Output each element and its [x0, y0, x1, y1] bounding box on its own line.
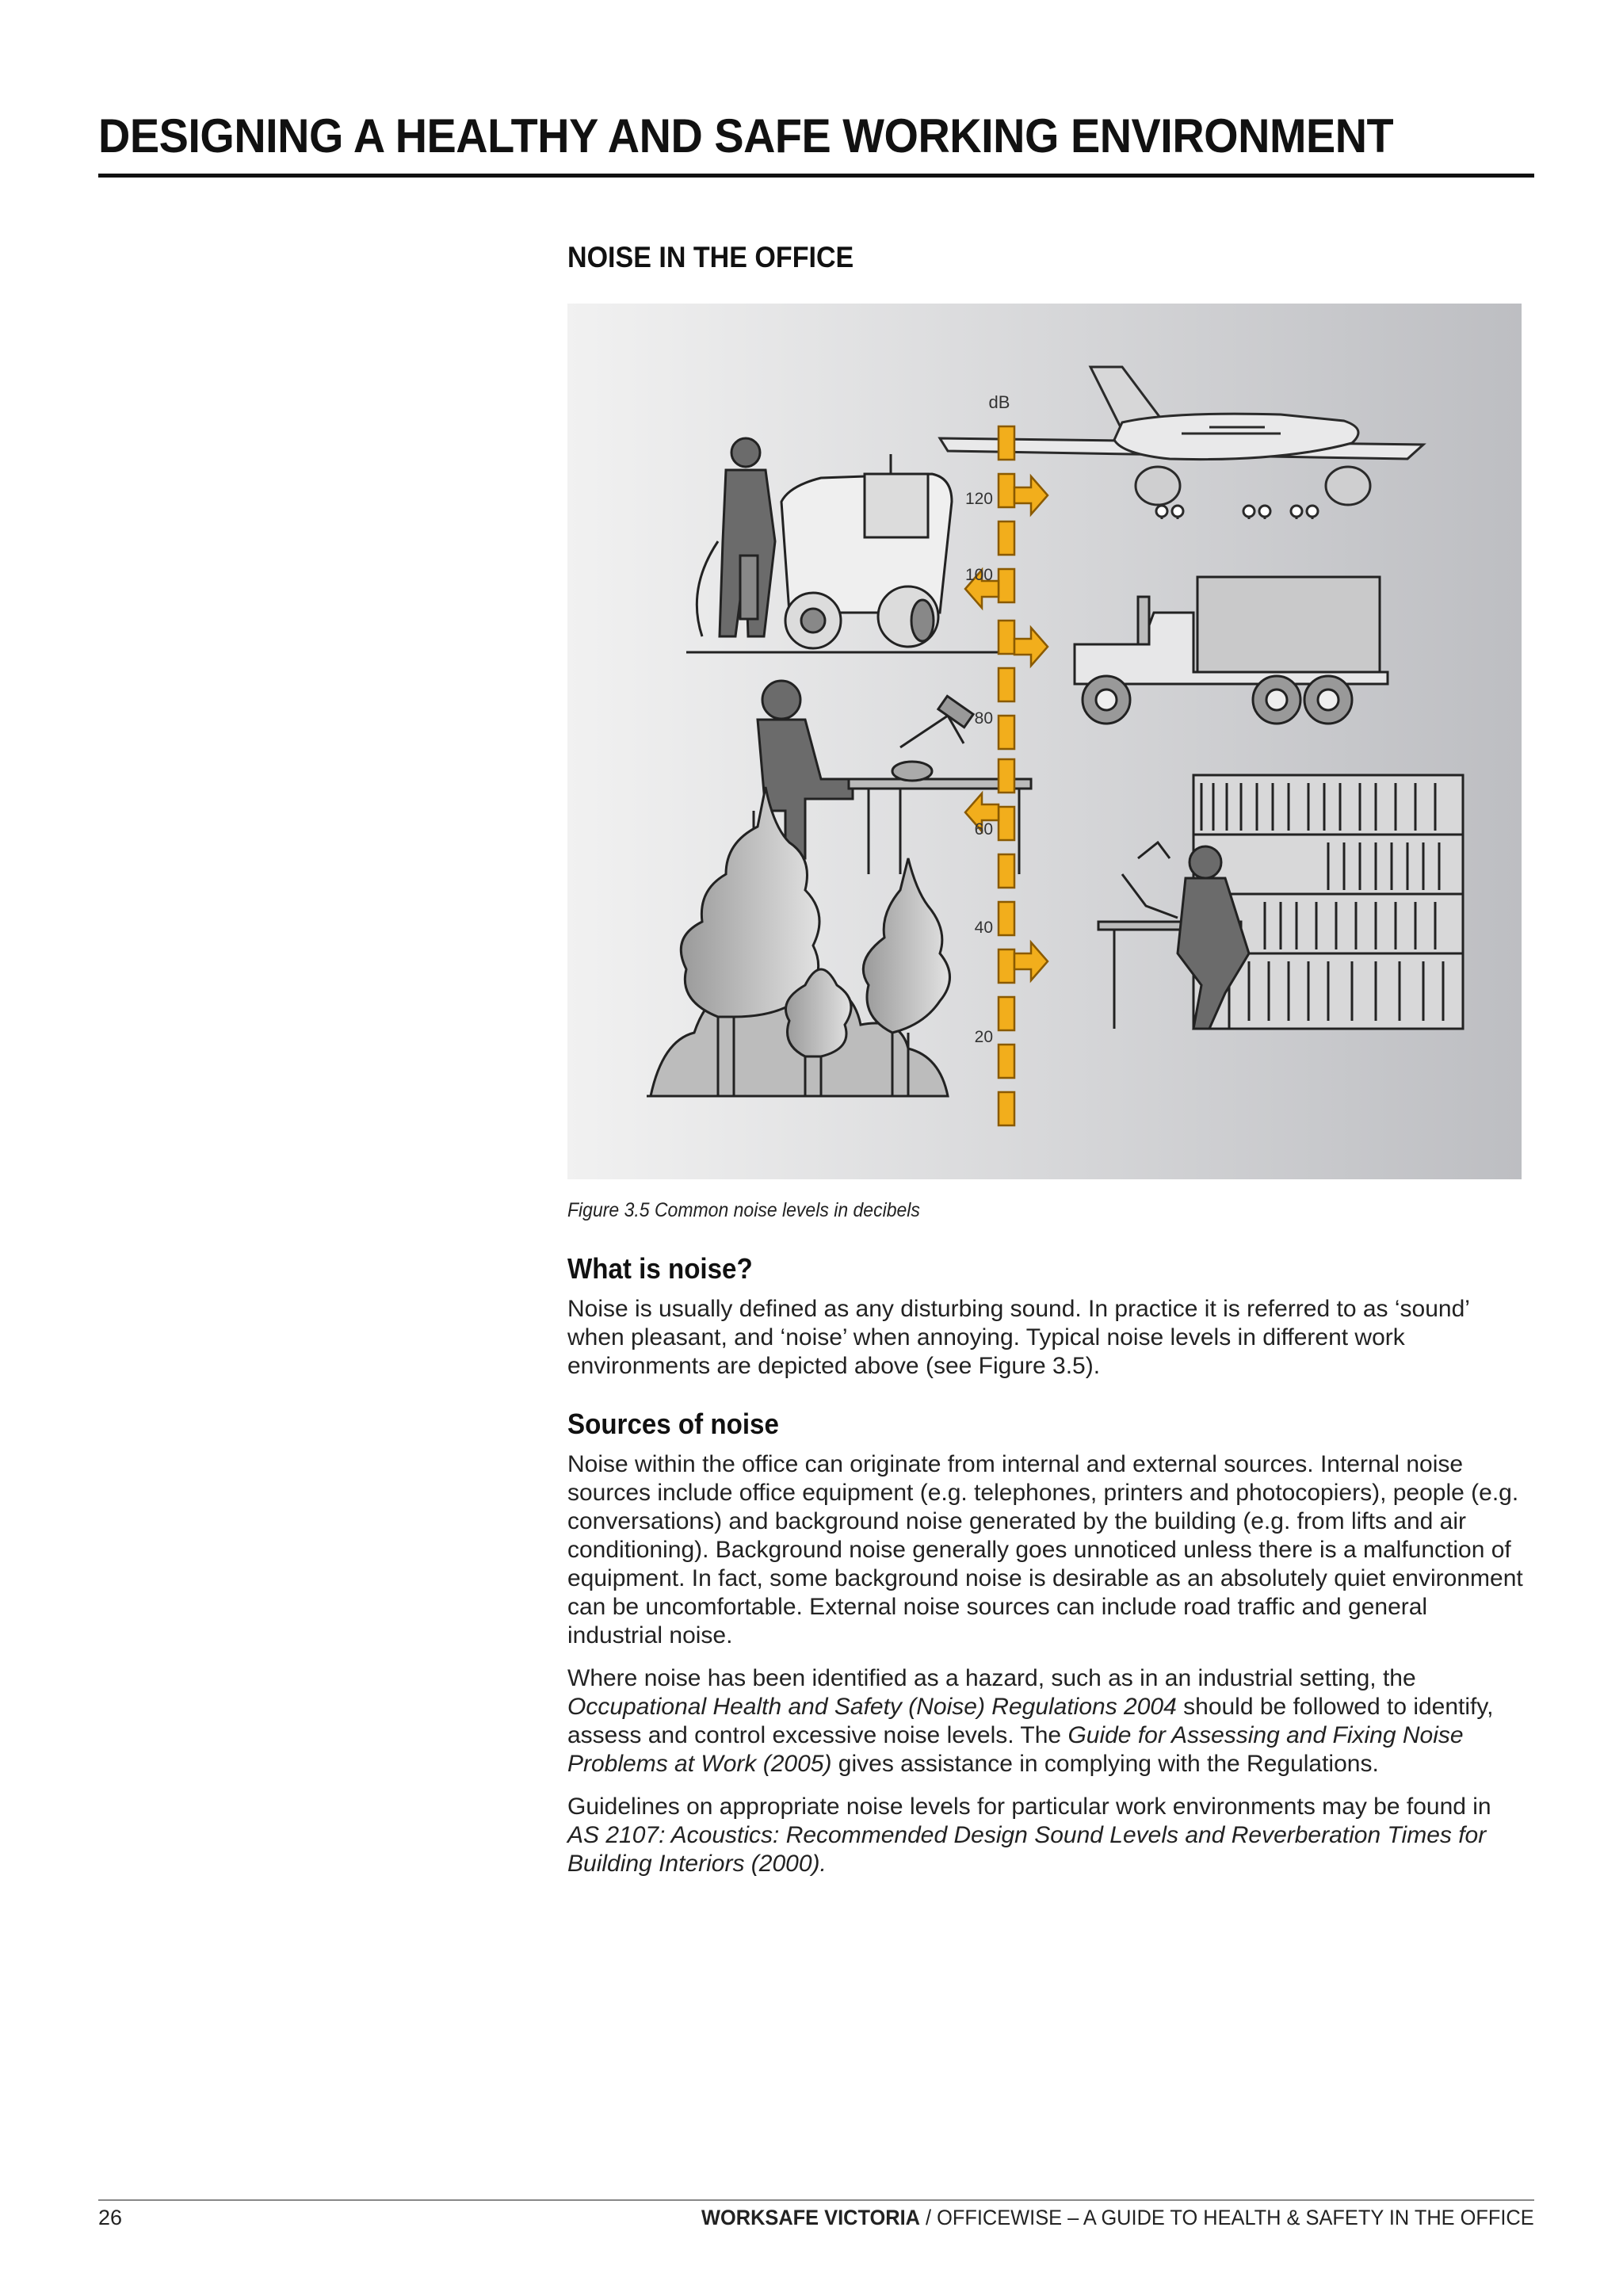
p2-text-e: gives assistance in complying with the Regulations.	[831, 1751, 1379, 1777]
scale-segment	[999, 854, 1014, 888]
decibel-scale-segments	[999, 426, 1014, 1125]
scale-segment	[999, 1045, 1014, 1078]
sources-paragraph-2	[567, 1664, 1528, 1778]
footer-separator: /	[920, 2206, 938, 2229]
sources-of-noise-section	[567, 1408, 1528, 1878]
noise-levels-figure	[567, 304, 1522, 1179]
scale-segment	[999, 521, 1014, 555]
scale-segment	[999, 569, 1014, 602]
footer-org: WORKSAFE VICTORIA	[701, 2206, 921, 2229]
scale-segment	[999, 1092, 1014, 1125]
section-title: NOISE IN THE OFFICE	[567, 241, 854, 273]
footer-rule	[98, 2199, 1534, 2201]
page-number: 26	[98, 2206, 123, 2229]
page-title: DESIGNING A HEALTHY AND SAFE WORKING ENVIRONMENT	[98, 109, 1394, 162]
scale-label-40: 40	[974, 919, 993, 937]
scale-label-80: 80	[974, 709, 993, 728]
footer-publication	[701, 2206, 1534, 2230]
standard-title: AS 2107: Acoustics: Recommended Design Sound Levels and Reverberation Times for Building Interiors (2000).	[567, 1822, 1487, 1877]
footer-guide-title: OFFICEWISE – A GUIDE TO HEALTH & SAFETY IN THE OFFICE	[937, 2206, 1534, 2229]
figure-caption: Figure 3.5 Common noise levels in decibels	[567, 1199, 920, 1221]
what-is-noise-section	[567, 1252, 1528, 1381]
noise-regulations-title: Occupational Health and Safety (Noise) Regulations 2004	[567, 1694, 1177, 1720]
scale-segment	[999, 426, 1014, 460]
scale-segment	[999, 759, 1014, 793]
decibel-unit-label: dB	[988, 392, 1010, 412]
scale-segment	[999, 716, 1014, 749]
sources-paragraph-1: Noise within the office can originate from internal and external sources. Internal noise sources include office equipment (e.g. telephones, printers and photocopiers), people (e.g. conversations) and background noise generated by the building (e.g. from lifts and air conditioning). Background noise generally goes unnoticed unless there is a malfunction of equipment. In fact, some background noise is desirable as an absolutely quiet environment can be uncomfortable. External noise sources can include road traffic and general industrial noise.	[567, 1451, 1523, 1648]
scale-label-60: 60	[974, 820, 993, 839]
what-is-noise-text: Noise is usually defined as any disturbing sound. In practice it is referred to as ‘sound’ when pleasant, and ‘noise’ when annoying. Typical noise levels in different work environments are depicted above (see Figure 3.5).	[567, 1296, 1469, 1379]
p2-text-a: Where noise has been identified as a hazard, such as in an industrial setting, the	[567, 1665, 1416, 1691]
sources-heading: Sources of noise	[567, 1408, 779, 1440]
scale-label-120: 120	[964, 490, 993, 508]
title-rule	[98, 174, 1534, 178]
scale-segment	[999, 621, 1014, 654]
scale-segment	[999, 949, 1014, 983]
p2-text-c: should be followed to identify, assess and control excessive noise levels. The	[567, 1694, 1494, 1748]
scale-segment	[999, 668, 1014, 701]
what-is-noise-heading: What is noise?	[567, 1252, 753, 1285]
sources-paragraph-3	[567, 1793, 1528, 1878]
scale-segment	[999, 902, 1014, 935]
scale-label-20: 20	[974, 1028, 993, 1046]
scale-segment	[999, 807, 1014, 840]
guide-title: Guide for Assessing and Fixing Noise Problems at Work (2005)	[567, 1722, 1464, 1777]
p3-text-a: Guidelines on appropriate noise levels for particular work environments may be found in	[567, 1794, 1491, 1820]
scale-segment	[999, 474, 1014, 507]
scale-label-100: 100	[964, 566, 993, 584]
scale-segment	[999, 997, 1014, 1030]
